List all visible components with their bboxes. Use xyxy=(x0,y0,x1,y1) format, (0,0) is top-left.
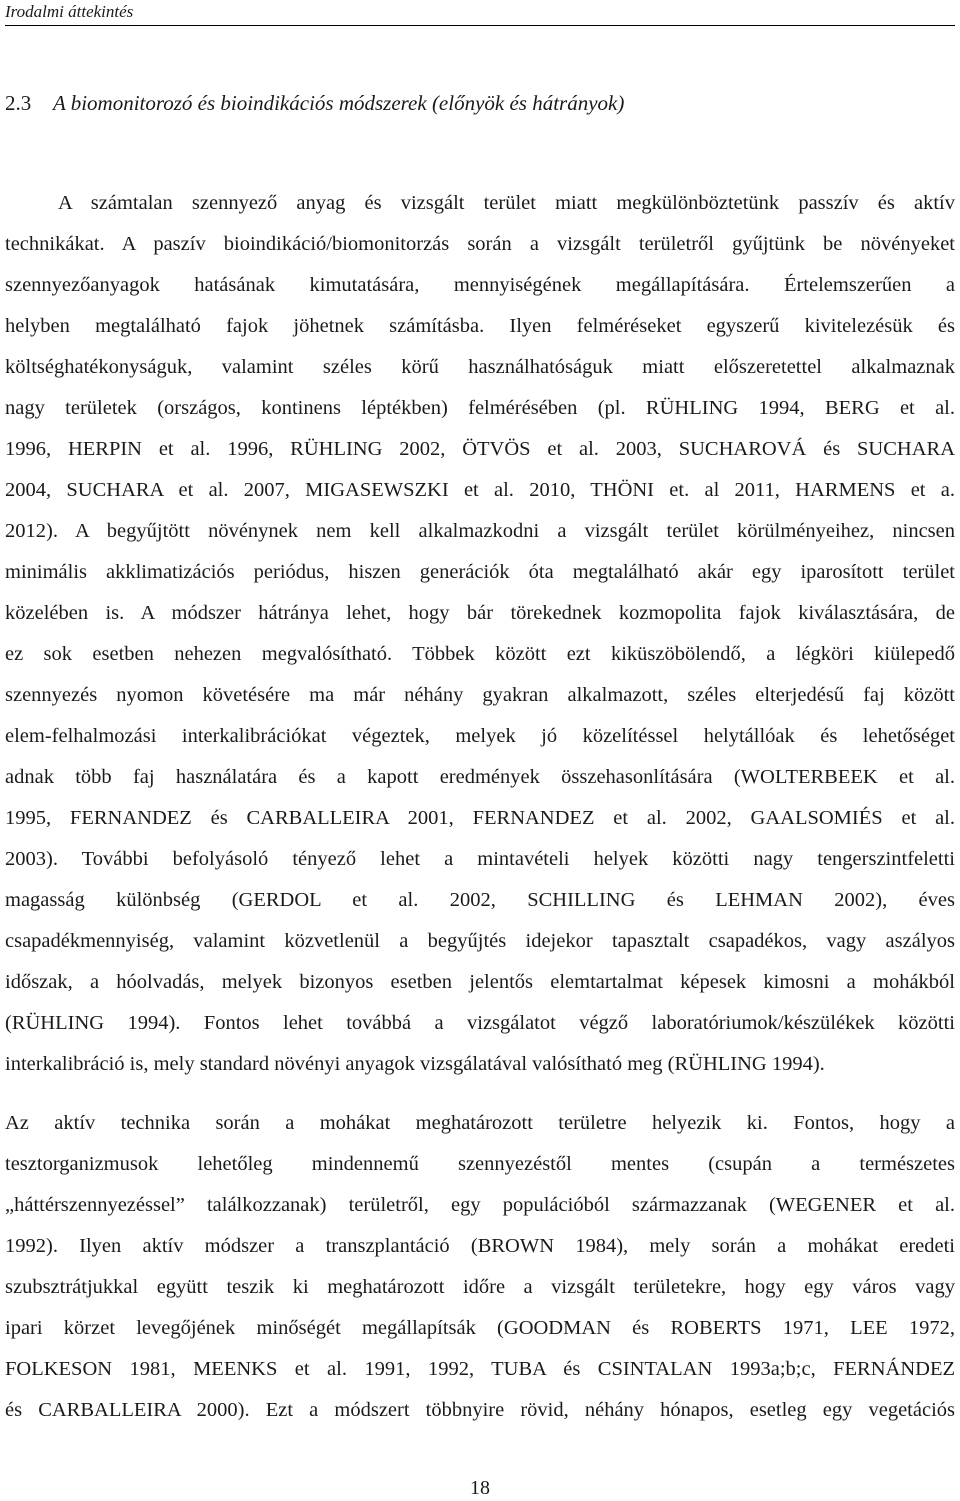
text-line: 1995, FERNANDEZ és CARBALLEIRA 2001, FERNANDEZ et al. 2002, GAALSOMIÉS et al. xyxy=(5,807,955,829)
text-line: magasság különbség (GERDOL et al. 2002, SCHILLING és LEHMAN 2002), éves xyxy=(5,889,955,911)
text-line: helyben megtalálható fajok jöhetnek számításba. Ilyen felméréseket egyszerű kivitelezésük és xyxy=(5,315,955,337)
text-line: 1992). Ilyen aktív módszer a transzplantáció (BROWN 1984), mely során a mohákat eredeti xyxy=(5,1235,955,1257)
running-header xyxy=(5,0,955,26)
running-header-title: Irodalmi áttekintés xyxy=(5,2,134,21)
text-line: és CARBALLEIRA 2000). Ezt a módszert többnyire rövid, néhány hónapos, esetleg egy vegetációs xyxy=(5,1399,955,1421)
text-line: 2004, SUCHARA et al. 2007, MIGASEWSZKI et al. 2010, THÖNI et. al 2011, HARMENS et a. xyxy=(5,479,955,501)
text-line: nagy területek (országos, kontinens léptékben) felmérésében (pl. RÜHLING 1994, BERG et al. xyxy=(5,397,955,419)
text-line: FOLKESON 1981, MEENKS et al. 1991, 1992, TUBA és CSINTALAN 1993a;b;c, FERNÁNDEZ xyxy=(5,1358,955,1380)
text-line: elem-felhalmozási interkalibrációkat végeztek, melyek jó közelítéssel helytállóak és lehetőséget xyxy=(5,725,955,747)
text-line: Az aktív technika során a mohákat meghatározott területre helyezik ki. Fontos, hogy a xyxy=(5,1112,955,1134)
paragraph-active-techniques xyxy=(5,1103,955,1431)
text-line: minimális akklimatizációs periódus, hiszen generációk óta megtalálható akár egy iparosított terület xyxy=(5,561,955,583)
text-line: technikákat. A paszív bioindikáció/biomonitorzás során a vizsgált területről gyűjtünk be növényeket xyxy=(5,233,955,255)
text-line: (RÜHLING 1994). Fontos lehet továbbá a vizsgálatot végző laboratóriumok/készülékek közötti xyxy=(5,1012,955,1034)
text-line: adnak több faj használatára és a kapott eredmények összehasonlítására (WOLTERBEEK et al. xyxy=(5,766,955,788)
text-line: szennyezés nyomon követésére ma már néhány gyakran alkalmazott, széles elterjedésű faj között xyxy=(5,684,955,706)
text-line: csapadékmennyiség, valamint közvetlenül a begyűjtés idejekor tapasztalt csapadékos, vagy aszályos xyxy=(5,930,955,952)
text-line: ipari körzet levegőjének minőségét megállapítsák (GOODMAN és ROBERTS 1971, LEE 1972, xyxy=(5,1317,955,1339)
text-line: ez sok esetben nehezen megvalósítható. Többek között ezt kiküszöbölendő, a légköri kiülepedő xyxy=(5,643,955,665)
text-line: interkalibráció is, mely standard növényi anyagok vizsgálatával valósítható meg (RÜHLING 1994). xyxy=(5,1053,825,1075)
text-line: 2003). További befolyásoló tényező lehet a mintavételi helyek közötti nagy tengerszintfeletti xyxy=(5,848,955,870)
text-line: szubsztrátjukkal együtt teszik ki meghatározott időre a vizsgált területekre, hogy egy város vagy xyxy=(5,1276,955,1298)
text-line: „háttérszennyezéssel” találkozzanak) területről, egy populációból származzanak (WEGENER et al. xyxy=(5,1194,955,1216)
section-title: A biomonitorozó és bioindikációs módszerek (előnyök és hátrányok) xyxy=(53,91,625,115)
text-line: közelében is. A módszer hátránya lehet, hogy bár törekednek kozmopolita fajok kiválasztására, de xyxy=(5,602,955,624)
text-line: 1996, HERPIN et al. 1996, RÜHLING 2002, ÖTVÖS et al. 2003, SUCHAROVÁ és SUCHARA xyxy=(5,438,955,460)
section-number: 2.3 xyxy=(5,91,32,115)
text-line: tesztorganizmusok lehetőleg mindennemű szennyezéstől mentes (csupán a természetes xyxy=(5,1153,955,1175)
text-line: időszak, a hóolvadás, melyek bizonyos esetben jelentős elemtartalmat képesek kimosni a mohákból xyxy=(5,971,955,993)
text-line: A számtalan szennyező anyag és vizsgált terület miatt megkülönböztetünk passzív és aktív xyxy=(58,192,955,214)
section-heading xyxy=(5,88,624,118)
paragraph-passive-techniques xyxy=(5,183,955,1085)
text-line: költséghatékonyságuk, valamint széles körű használhatóságuk miatt előszeretettel alkalmaznak xyxy=(5,356,955,378)
page-number: 18 xyxy=(470,1477,490,1499)
text-line: szennyezőanyagok hatásának kimutatására, mennyiségének megállapítására. Értelemszerűen a xyxy=(5,274,955,296)
text-line: 2012). A begyűjtött növénynek nem kell alkalmazkodni a vizsgált terület körülményeihez, nincsen xyxy=(5,520,955,542)
